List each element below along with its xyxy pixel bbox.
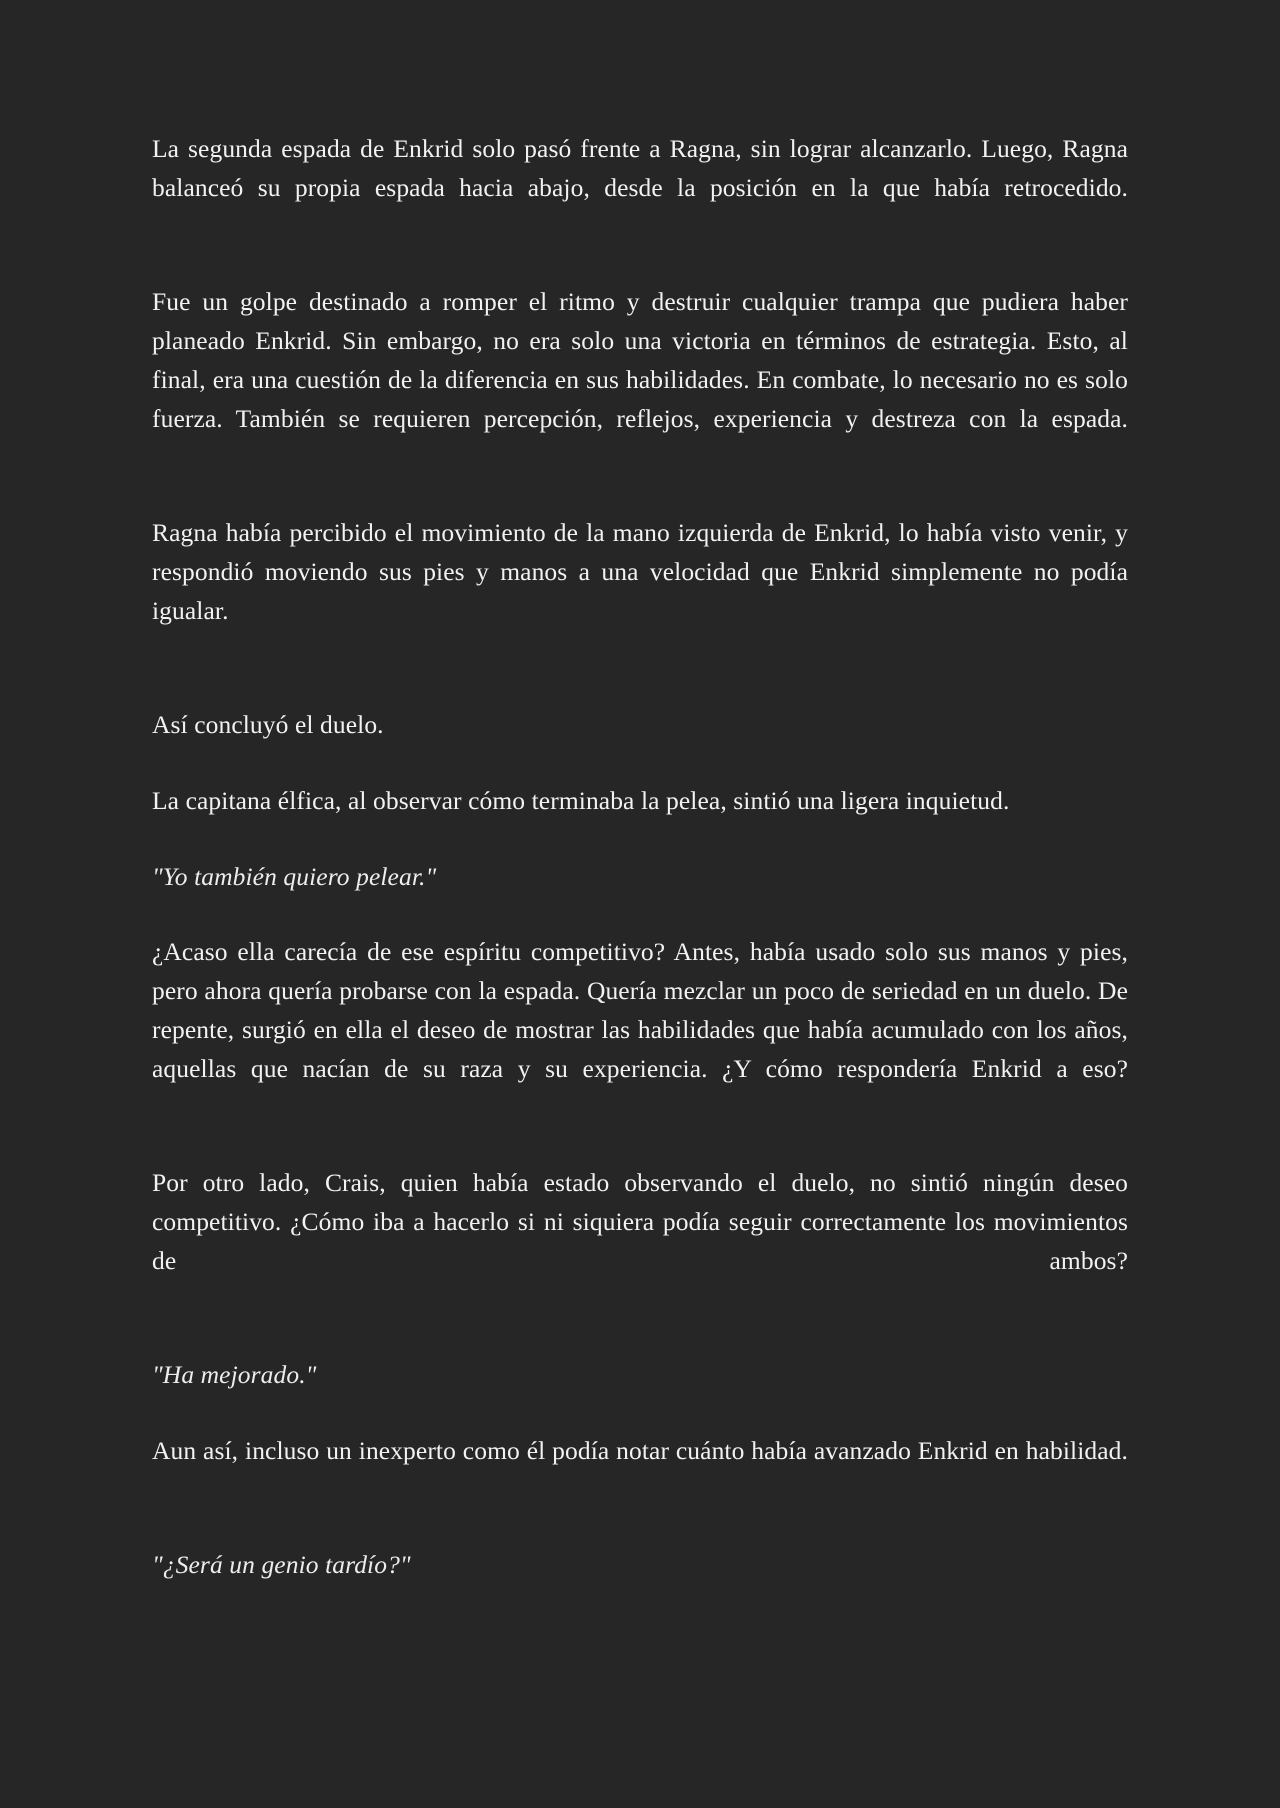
paragraph: Ragna había percibido el movimiento de la mano izquierda de Enkrid, lo había visto venir, y respondió moviendo sus pies y manos a una velocidad que Enkrid simplemente no podía igualar.: [152, 518, 1128, 625]
paragraph: Por otro lado, Crais, quien había estado observando el duelo, no sintió ningún deseo competitivo. ¿Cómo iba a hacerlo si ni siquiera podía seguir correctamente los movimientos de ambos?: [152, 1168, 1128, 1275]
document-body: [152, 130, 1128, 1585]
paragraph: La capitana élfica, al observar cómo terminaba la pelea, sintió una ligera inquietud.: [152, 785, 1010, 815]
paragraph: Así concluyó el duelo.: [152, 710, 384, 739]
paragraph: Fue un golpe destinado a romper el ritmo y destruir cualquier trampa que pudiera haber planeado Enkrid. Sin embargo, no era solo una victoria en términos de estrategia. Esto, al final, era una cuestión de la diferencia en sus habilidades. En combate, lo necesario no es solo fuerza. También se requieren percepción, reflejos, experiencia y destreza con la espada.: [152, 287, 1128, 433]
paragraph: La segunda espada de Enkrid solo pasó frente a Ragna, sin lograr alcanzarlo. Luego, Ragna balanceó su propia espada hacia abajo, desde la posición en la que había retrocedido.: [152, 134, 1128, 202]
dialogue-line: "Ha mejorado.": [152, 1360, 317, 1389]
paragraph: Aun así, incluso un inexperto como él podía notar cuánto había avanzado Enkrid en habilidad.: [152, 1435, 1128, 1465]
dialogue-line: "Yo también quiero pelear.": [152, 861, 437, 891]
paragraph: ¿Acaso ella carecía de ese espíritu competitivo? Antes, había usado solo sus manos y pies, pero ahora quería probarse con la espada. Quería mezclar un poco de seriedad en un duelo. De repente, surgió en ella el deseo de mostrar las habilidades que había acumulado con los años, aquellas que nacían de su raza y su experiencia. ¿Y cómo respondería Enkrid a eso?: [152, 937, 1128, 1083]
dialogue-line: "¿Será un genio tardío?": [152, 1550, 411, 1580]
